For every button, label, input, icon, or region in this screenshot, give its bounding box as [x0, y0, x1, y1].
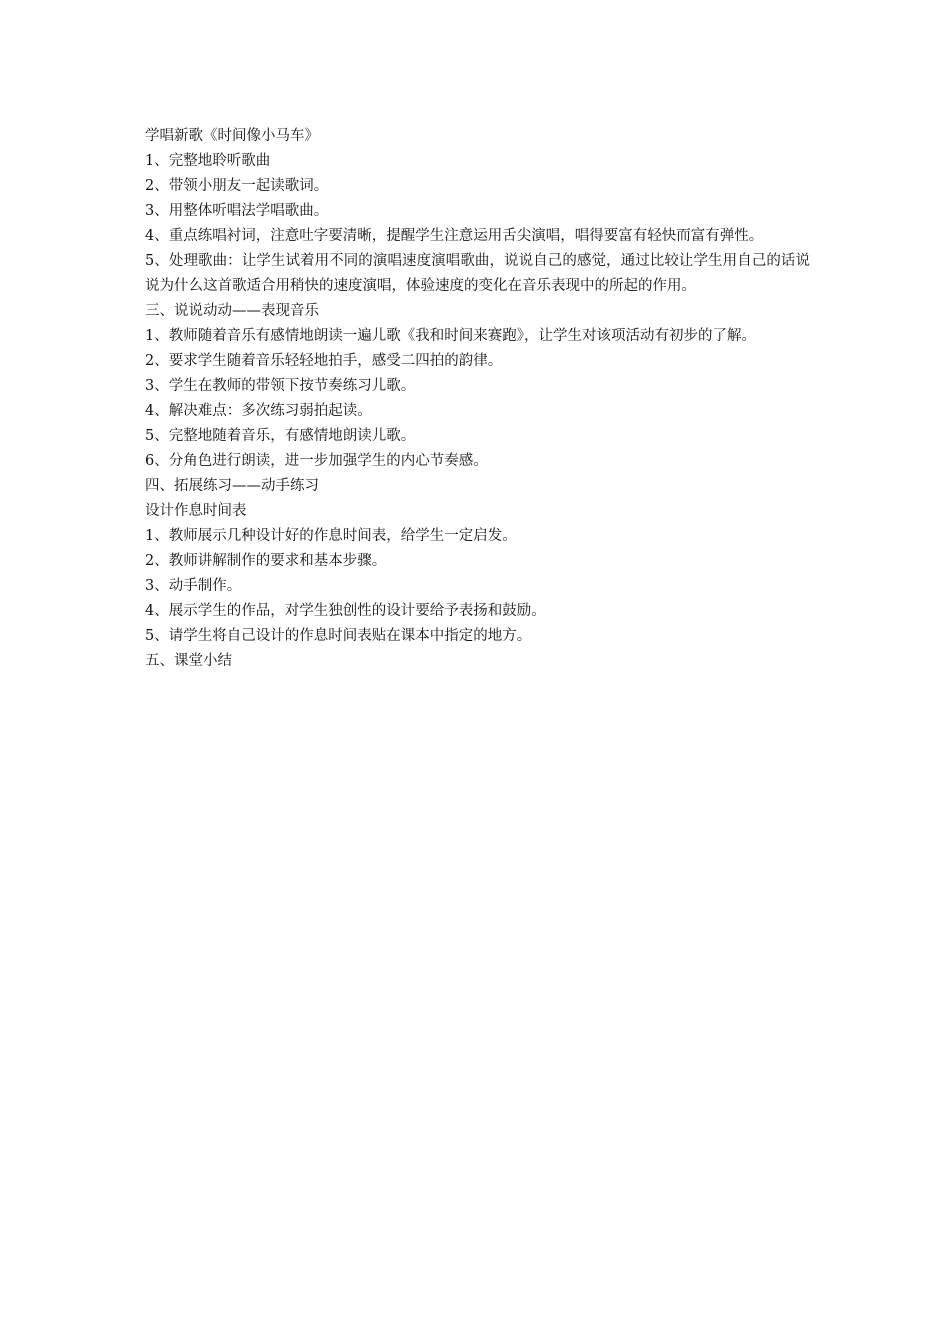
list-item: 5、完整地随着音乐，有感情地朗读儿歌。: [145, 428, 416, 444]
section-heading-learn-song: 学唱新歌《时间像小马车》: [145, 128, 319, 144]
list-item: 2、教师讲解制作的要求和基本步骤。: [145, 553, 387, 569]
document-body: [145, 124, 810, 674]
subheading-schedule: 设计作息时间表: [145, 503, 247, 519]
list-item: 6、分角色进行朗读，进一步加强学生的内心节奏感。: [145, 453, 488, 469]
list-item: 1、完整地聆听歌曲: [145, 153, 271, 169]
list-item: 1、教师随着音乐有感情地朗读一遍儿歌《我和时间来赛跑》，让学生对该项活动有初步的了解。: [145, 328, 756, 344]
list-item: 5、处理歌曲：让学生试着用不同的演唱速度演唱歌曲，说说自己的感觉，通过比较让学生用自己的话说说为什么这首歌适合用稍快的速度演唱，体验速度的变化在音乐表现中的所起的作用。: [145, 253, 810, 294]
list-item: 4、解决难点：多次练习弱拍起读。: [145, 403, 372, 419]
list-item: 2、要求学生随着音乐轻轻地拍手，感受二四拍的韵律。: [145, 353, 503, 369]
list-item: 1、教师展示几种设计好的作息时间表，给学生一定启发。: [145, 528, 517, 544]
list-item: 3、学生在教师的带领下按节奏练习儿歌。: [145, 378, 416, 394]
list-item: 3、用整体听唱法学唱歌曲。: [145, 203, 329, 219]
list-item: 3、动手制作。: [145, 578, 242, 594]
list-item: 2、带领小朋友一起读歌词。: [145, 178, 329, 194]
list-item: 4、展示学生的作品，对学生独创性的设计要给予表扬和鼓励。: [145, 603, 546, 619]
section-heading-three: 三、说说动动——表现音乐: [145, 303, 319, 319]
list-item: 4、重点练唱衬词，注意吐字要清晰，提醒学生注意运用舌尖演唱，唱得要富有轻快而富有弹性。: [145, 228, 764, 244]
section-heading-four: 四、拓展练习——动手练习: [145, 478, 319, 494]
list-item: 5、请学生将自己设计的作息时间表贴在课本中指定的地方。: [145, 628, 532, 644]
section-heading-five: 五、课堂小结: [145, 653, 232, 669]
